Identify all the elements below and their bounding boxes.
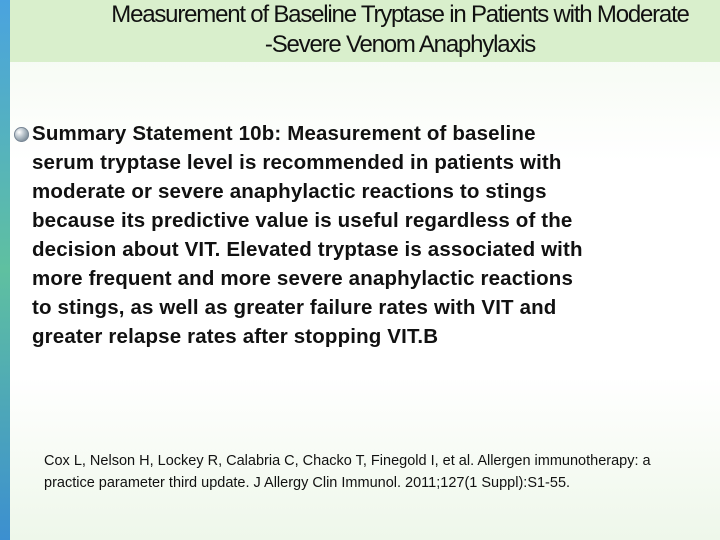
slide-title-line-1: Measurement of Baseline Tryptase in Patients with Moderate [111,1,689,28]
citation-line: Cox L, Nelson H, Lockey R, Calabria C, Chacko T, Finegold I, et al. Allergen immunotherapy: a [44,453,651,469]
summary-line: to stings, as well as greater failure rates with VIT and [32,296,557,319]
summary-line: decision about VIT. Elevated tryptase is associated with [32,238,583,261]
summary-line: because its predictive value is useful regardless of the [32,209,573,232]
slide-title [20,0,720,62]
slide-title-line-2: -Severe Venom Anaphylaxis [264,31,536,58]
title-band [10,0,720,62]
accent-bar [0,0,10,540]
citation-line: practice parameter third update. J Allergy Clin Immunol. 2011;127(1 Suppl):S1-55. [44,475,571,491]
summary-line: greater relapse rates after stopping VIT.B [32,325,439,348]
bullet-icon [14,127,29,142]
summary-line: moderate or severe anaphylactic reactions to stings [32,180,547,203]
summary-statement [32,119,712,351]
summary-line: serum tryptase level is recommended in patients with [32,151,562,174]
summary-line: more frequent and more severe anaphylactic reactions [32,267,573,290]
citation [44,450,718,494]
summary-line: Summary Statement 10b: Measurement of baseline [32,122,536,145]
